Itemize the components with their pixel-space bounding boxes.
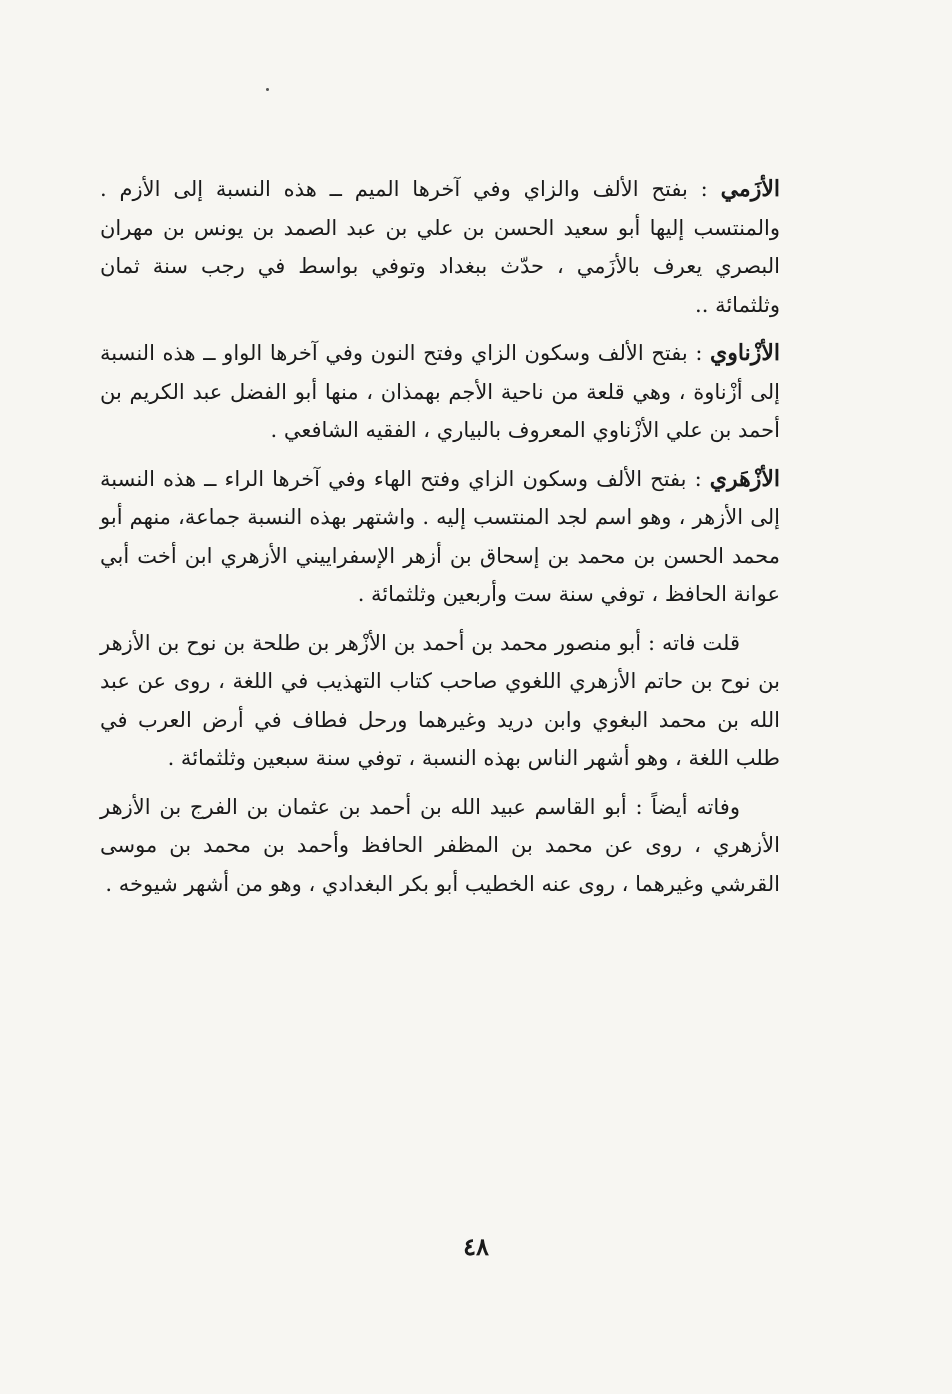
entry-heading: الأزَمي [720,176,780,202]
entry-heading: الأزْهَري [709,465,780,492]
entry-text: : بفتح الألف وسكون الزاي وفتح الهاء وفي آخرها الراء ــ هذه النسبة إلى الأزهر ، وهو اسم لجد المنتسب إليه . واشتهر بهذه النسبة جماعة، منهم أبو محمد الحسن بن محمد بن إسحاق بن أزهر الإسفراييني الأزهري ابن أخت أبي عوانة الحافظ ، توفي سنة ست وأربعين وثلثمائة . [100,466,780,606]
page-body [100,170,780,913]
page-number: ٤٨ [463,1232,489,1261]
entry-text: : بفتح الألف والزاي وفي آخرها الميم ــ هذه النسبة إلى الأزم . والمنتسب إليها أبو سعيد الحسن بن علي بن عبد الصمد بن يونس بن مهران البصري يعرف بالأزَمي ، حدّث ببغداد وتوفي بواسط في رجب سنة ثمان وثلثمائة .. [100,177,780,317]
entry-heading: الأزْناوي [710,340,780,366]
entry-al-aznawi [100,334,780,450]
addendum-paragraph: قلت فاته : أبو منصور محمد بن أحمد بن الأزْهر بن طلحة بن نوح بن الأزهر بن نوح بن حاتم الأزهري اللغوي صاحب كتاب التهذيب في اللغة ، روى عن عبد الله بن محمد البغوي وابن دريد وغيرهما ورحل فطاف في أرض العرب في طلب اللغة ، وهو أشهر الناس بهذه النسبة ، توفي سنة سبعين وثلثمائة . [100,630,780,770]
entry-text: : بفتح الألف وسكون الزاي وفتح النون وفي آخرها الواو ــ هذه النسبة إلى أزْناوة ، وهي قلعة من ناحية الأجم بهمذان ، منها أبو الفضل عبد الكريم بن أحمد بن علي الأزْناوي المعروف بالبياري ، الفقيه الشافعي . [100,341,780,442]
entry-al-azami [100,170,780,324]
print-speck [266,88,269,91]
entry-al-azhari [100,460,780,614]
addendum-paragraph: وفاته أيضاً : أبو القاسم عبيد الله بن أحمد بن عثمان بن الفرج بن الأزهر الأزهري ، روى عن محمد بن المظفر الحافظ وأحمد بن محمد بن موسى القرشي وغيرهما ، روى عنه الخطيب أبو بكر البغدادي ، وهو من أشهر شيوخه . [100,794,780,896]
